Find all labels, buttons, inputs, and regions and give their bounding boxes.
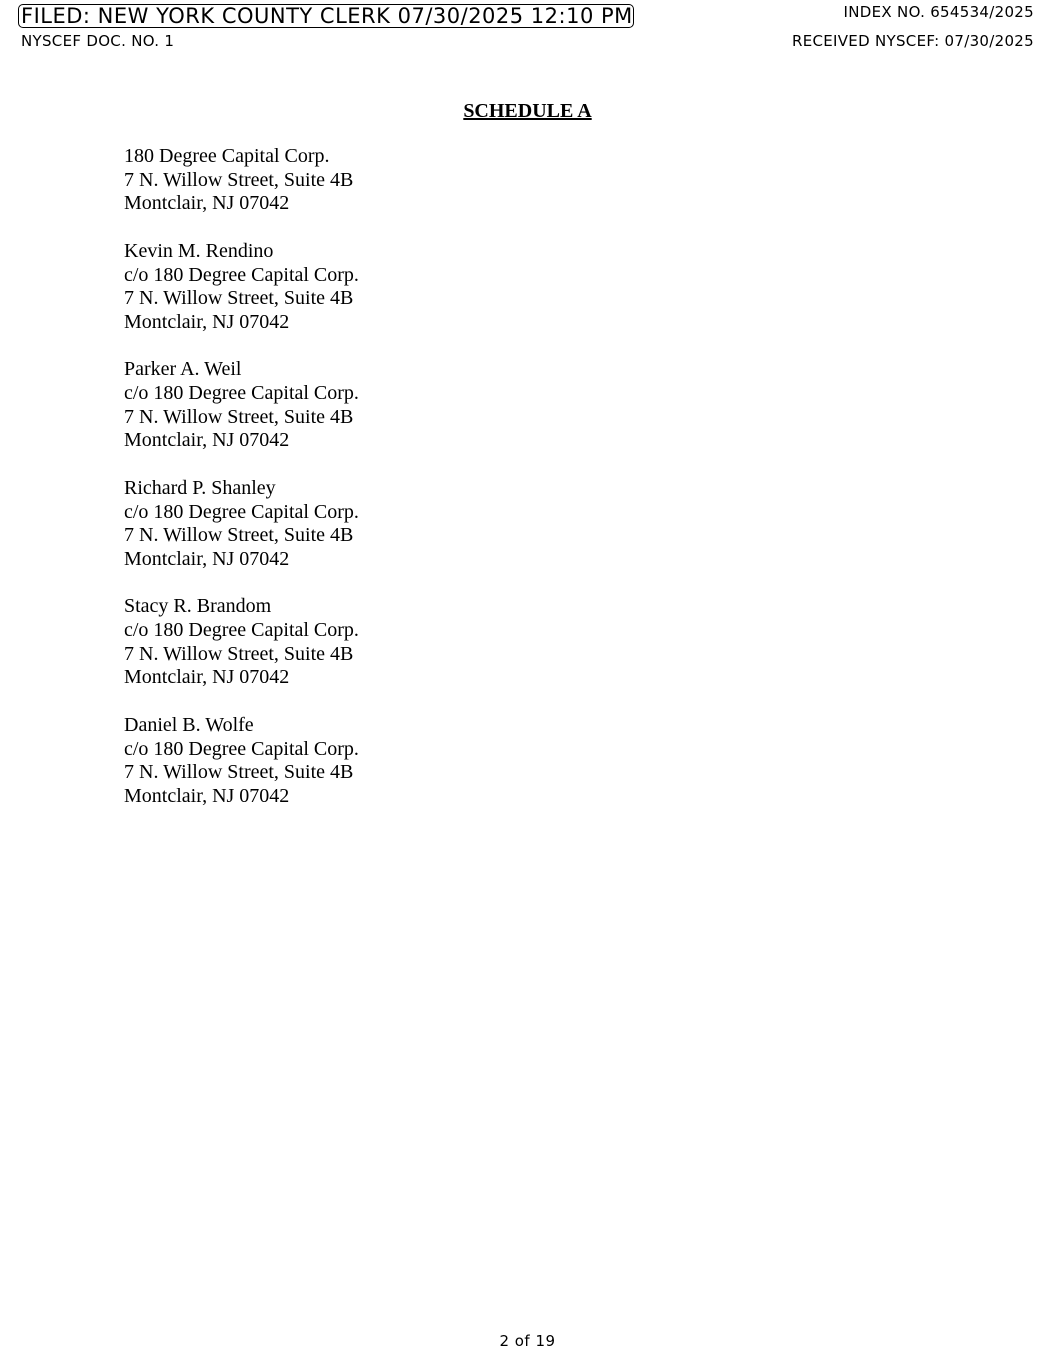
entry-name: Parker A. Weil bbox=[124, 358, 242, 381]
entry-street: 7 N. Willow Street, Suite 4B bbox=[124, 524, 354, 547]
entry-care-of: c/o 180 Degree Capital Corp. bbox=[124, 263, 359, 286]
entry-care-of: c/o 180 Degree Capital Corp. bbox=[124, 382, 359, 404]
entry-city: Montclair, NJ 07042 bbox=[124, 784, 290, 807]
address-entry bbox=[124, 145, 359, 216]
nyscef-doc-number: NYSCEF DOC. NO. 1 bbox=[21, 32, 175, 50]
address-entry bbox=[124, 595, 359, 690]
index-number: INDEX NO. 654534/2025 bbox=[843, 3, 1034, 21]
entry-city: Montclair, NJ 07042 bbox=[124, 429, 290, 452]
address-entry bbox=[124, 714, 359, 809]
entry-name: Stacy R. Brandom bbox=[124, 595, 272, 618]
entry-name: Kevin M. Rendino bbox=[124, 239, 274, 262]
schedule-title-text: SCHEDULE A bbox=[463, 100, 592, 122]
entry-care-of: c/o 180 Degree Capital Corp. bbox=[124, 619, 359, 641]
entry-city: Montclair, NJ 07042 bbox=[124, 547, 290, 570]
address-list bbox=[124, 145, 359, 832]
address-entry bbox=[124, 240, 359, 335]
entry-street: 7 N. Willow Street, Suite 4B bbox=[124, 642, 354, 665]
entry-care-of: c/o 180 Degree Capital Corp. bbox=[124, 500, 359, 523]
entry-care-of: c/o 180 Degree Capital Corp. bbox=[124, 737, 359, 760]
entry-city: Montclair, NJ 07042 bbox=[124, 310, 290, 333]
entry-street: 7 N. Willow Street, Suite 4B bbox=[124, 761, 354, 784]
entry-street: 7 N. Willow Street, Suite 4B bbox=[124, 168, 354, 191]
entry-street: 7 N. Willow Street, Suite 4B bbox=[124, 405, 354, 428]
page-number: 2 of 19 bbox=[499, 1332, 556, 1350]
entry-street: 7 N. Willow Street, Suite 4B bbox=[124, 287, 354, 310]
entry-name: Daniel B. Wolfe bbox=[124, 713, 254, 736]
filed-stamp: FILED: NEW YORK COUNTY CLERK 07/30/2025 12:10 PM bbox=[18, 4, 634, 28]
entry-city: Montclair, NJ 07042 bbox=[124, 666, 290, 689]
address-entry bbox=[124, 477, 359, 572]
received-date: RECEIVED NYSCEF: 07/30/2025 bbox=[791, 32, 1034, 50]
entry-name: 180 Degree Capital Corp. bbox=[124, 145, 330, 167]
entry-city: Montclair, NJ 07042 bbox=[124, 192, 290, 215]
address-entry bbox=[124, 358, 359, 453]
entry-name: Richard P. Shanley bbox=[124, 476, 276, 499]
page-title bbox=[0, 99, 1055, 123]
